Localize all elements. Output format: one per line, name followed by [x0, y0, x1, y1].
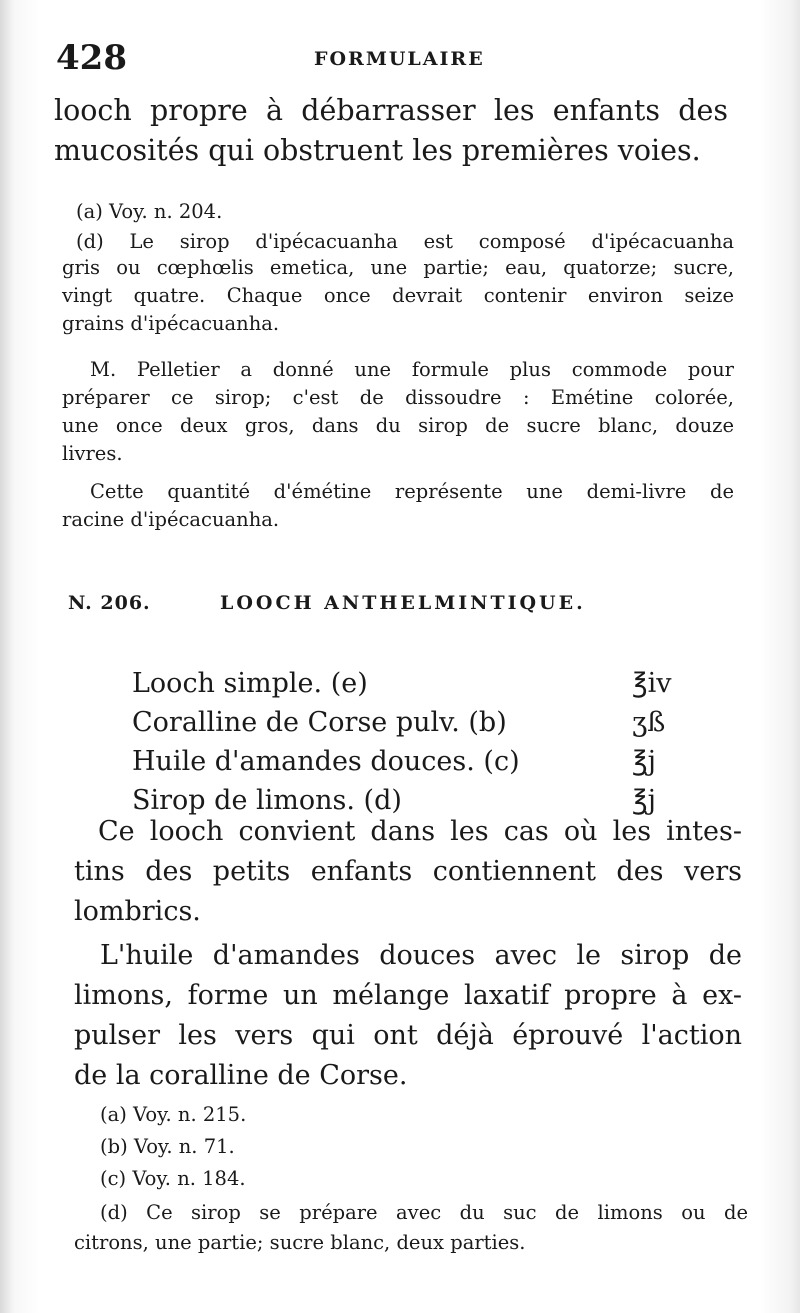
footnote-line: (a) Voy. n. 215.	[100, 1103, 247, 1126]
footnote-line: (b) Voy. n. 71.	[100, 1135, 235, 1158]
page-number: 428	[56, 38, 127, 78]
text-line: lombrics.	[74, 896, 201, 927]
dose: ʒß	[632, 707, 666, 738]
text-line: de la coralline de Corse.	[74, 1060, 408, 1091]
footnote-line: (d) Le sirop d'ipécacuanha est composé d'ipécacuanha	[76, 230, 734, 253]
text-line: limons, forme un mélange laxatif propre à ex-	[74, 980, 742, 1011]
footnote-line: M. Pelletier a donné une formule plus commode pour	[90, 358, 734, 381]
footnote-line: Cette quantité d'émétine représente une demi-livre de	[90, 480, 734, 503]
footnote-line: grains d'ipécacuanha.	[62, 312, 280, 335]
footnote-line: livres.	[62, 442, 123, 465]
text-line: L'huile d'amandes douces avec le sirop de	[100, 940, 742, 971]
ingredient: Sirop de limons. (d)	[132, 785, 402, 816]
text-line: Ce looch convient dans les cas où les intes-	[98, 816, 742, 847]
page-header	[56, 38, 736, 88]
footnote-line: racine d'ipécacuanha.	[62, 508, 280, 531]
footnote-line: gris ou cœphœlis emetica, une partie; eau, quatorze; sucre,	[62, 256, 734, 279]
text-line: looch propre à débarrasser les enfants des	[54, 94, 728, 127]
section-number: N. 206.	[68, 592, 151, 614]
recipe-row	[132, 668, 672, 707]
recipe-list	[132, 668, 672, 824]
footnote-line: citrons, une partie; sucre blanc, deux parties.	[74, 1231, 526, 1254]
footnote-line: une once deux gros, dans du sirop de sucre blanc, douze	[62, 414, 734, 437]
dose: ℥j	[632, 785, 656, 816]
ingredient: Coralline de Corse pulv. (b)	[132, 707, 507, 738]
footnote-line: (a) Voy. n. 204.	[76, 200, 223, 223]
recipe-row	[132, 707, 672, 746]
text-line: mucosités qui obstruent les premières voies.	[54, 134, 701, 167]
footnote-line: (d) Ce sirop se prépare avec du suc de limons ou de	[100, 1201, 748, 1224]
dose: ℥iv	[632, 668, 672, 699]
text-line: tins des petits enfants contiennent des vers	[74, 856, 742, 887]
running-title: FORMULAIRE	[314, 48, 485, 70]
section-title: LOOCH ANTHELMINTIQUE.	[220, 592, 586, 614]
ingredient: Huile d'amandes douces. (c)	[132, 746, 520, 777]
footnote-line: (c) Voy. n. 184.	[100, 1167, 246, 1190]
text-line: pulser les vers qui ont déjà éprouvé l'action	[74, 1020, 742, 1051]
dose: ℥j	[632, 746, 656, 777]
footnote-line: préparer ce sirop; c'est de dissoudre : Emétine colorée,	[62, 386, 734, 409]
recipe-row	[132, 746, 672, 785]
footnote-line: vingt quatre. Chaque once devrait contenir environ seize	[62, 284, 734, 307]
ingredient: Looch simple. (e)	[132, 668, 368, 699]
